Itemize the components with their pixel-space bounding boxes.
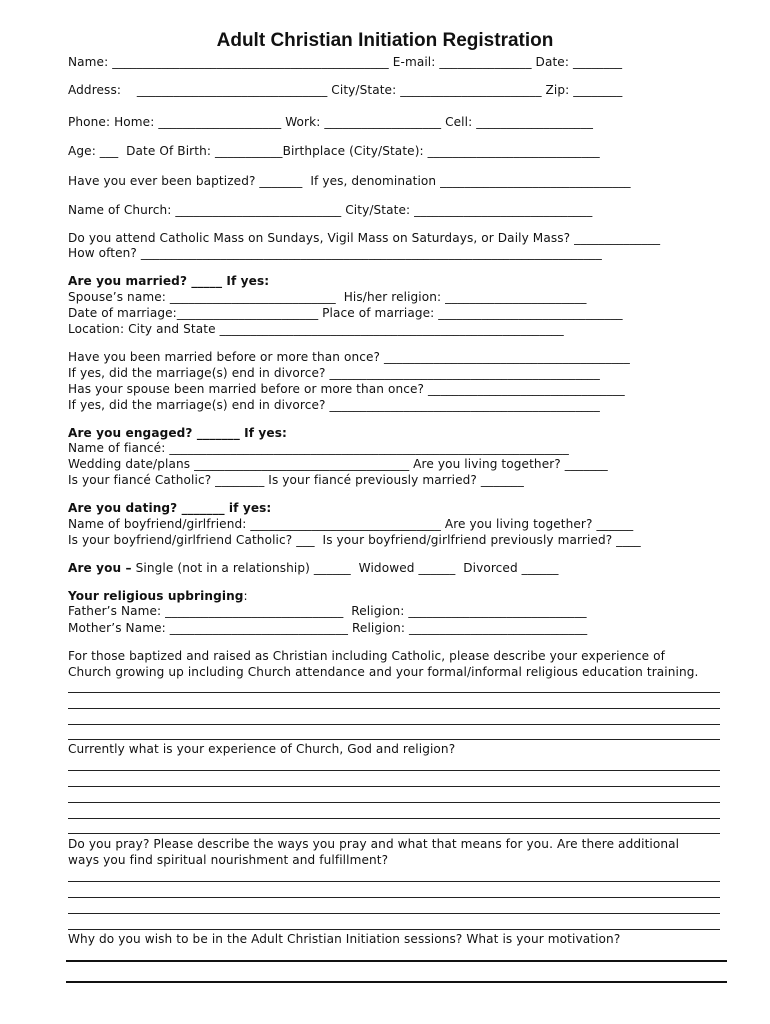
church-experience-question-line-2: Church growing up including Church attendance and your formal/informal religious education training. [68,665,699,679]
answer-line[interactable] [68,833,720,834]
church-line[interactable]: Name of Church: ___________________________ City/State: _____________________________ [68,203,593,217]
age-birth-line[interactable]: Age: ___ Date Of Birth: ___________Birthplace (City/State): ____________________________ [68,144,600,158]
location-line[interactable]: Location: City and State ________________________________________________________ [68,322,564,336]
answer-line[interactable] [68,818,720,819]
phone-line[interactable]: Phone: Home: ____________________ Work: ___________________ Cell: ___________________ [68,115,593,129]
answer-line[interactable] [68,770,720,771]
answer-line[interactable] [68,929,720,930]
name-email-date-line[interactable]: Name: _____________________________________________ E-mail: _______________ Date: ________ [68,55,623,69]
dating-heading[interactable]: Are you dating? _______ if yes: [68,501,272,515]
prayer-question-line-1: Do you pray? Please describe the ways you pray and what that means for you. Are there additional [68,837,680,851]
relationship-status-line[interactable] [68,561,559,576]
answer-line[interactable] [68,802,720,803]
wedding-line[interactable]: Wedding date/plans ___________________________________ Are you living together? _______ [68,457,608,471]
date-of-marriage-line[interactable]: Date of marriage:_______________________ Place of marriage: ______________________________ [68,306,623,320]
answer-line[interactable] [68,739,720,740]
fiance-line[interactable]: Name of fiancé: _________________________________________________________________ [68,441,569,455]
current-experience-question: Currently what is your experience of Church, God and religion? [68,742,456,756]
church-experience-question-line-1: For those baptized and raised as Christian including Catholic, please describe your experience of [68,649,665,663]
divorce-line-2[interactable]: If yes, did the marriage(s) end in divorce? ____________________________________________ [68,398,600,412]
answer-line[interactable] [68,881,720,882]
engaged-heading[interactable]: Are you engaged? _______ If yes: [68,426,287,440]
divorce-line-1[interactable]: If yes, did the marriage(s) end in divorce? ____________________________________________ [68,366,600,380]
answer-line[interactable] [68,724,720,725]
mother-line[interactable]: Mother’s Name: _____________________________ Religion: _____________________________ [68,621,588,635]
upbringing-heading [68,589,248,604]
fiance-catholic-line[interactable]: Is your fiancé Catholic? ________ Is your fiancé previously married? _______ [68,473,524,487]
spouse-line[interactable]: Spouse’s name: ___________________________ His/her religion: _______________________ [68,290,587,304]
answer-rule[interactable] [66,960,727,962]
address-line[interactable]: Address: _______________________________ City/State: _______________________ Zip: ________ [68,83,623,97]
answer-rule[interactable] [66,981,727,983]
married-before-line[interactable]: Have you been married before or more than once? ________________________________________ [68,350,630,364]
how-often-line[interactable]: How often? ___________________________________________________________________________ [68,246,602,260]
answer-line[interactable] [68,786,720,787]
answer-line[interactable] [68,897,720,898]
spouse-married-before-line[interactable]: Has your spouse been married before or more than once? ________________________________ [68,382,625,396]
relationship-options: Single (not in a relationship) ______ Widowed ______ Divorced ______ [131,561,559,575]
upbringing-colon: : [243,589,248,603]
baptized-line[interactable]: Have you ever been baptized? _______ If yes, denomination _______________________________ [68,174,631,188]
boyfriend-girlfriend-catholic-line[interactable]: Is your boyfriend/girlfriend Catholic? ___ Is your boyfriend/girlfriend previously married? ____ [68,533,641,547]
answer-line[interactable] [68,692,720,693]
upbringing-label: Your religious upbringing [68,589,244,603]
married-heading[interactable]: Are you married? _____ If yes: [68,274,270,288]
answer-line[interactable] [68,708,720,709]
mass-line[interactable]: Do you attend Catholic Mass on Sundays, Vigil Mass on Saturdays, or Daily Mass? ______________ [68,231,661,245]
boyfriend-girlfriend-line[interactable]: Name of boyfriend/girlfriend: _______________________________ Are you living together? ______ [68,517,634,531]
father-line[interactable]: Father’s Name: _____________________________ Religion: _____________________________ [68,604,587,618]
prayer-question-line-2: ways you find spiritual nourishment and fulfillment? [68,853,389,867]
form-title: Adult Christian Initiation Registration [216,30,554,51]
are-you-label: Are you – [68,561,132,575]
motivation-question: Why do you wish to be in the Adult Christian Initiation sessions? What is your motivation? [68,932,621,946]
answer-line[interactable] [68,913,720,914]
